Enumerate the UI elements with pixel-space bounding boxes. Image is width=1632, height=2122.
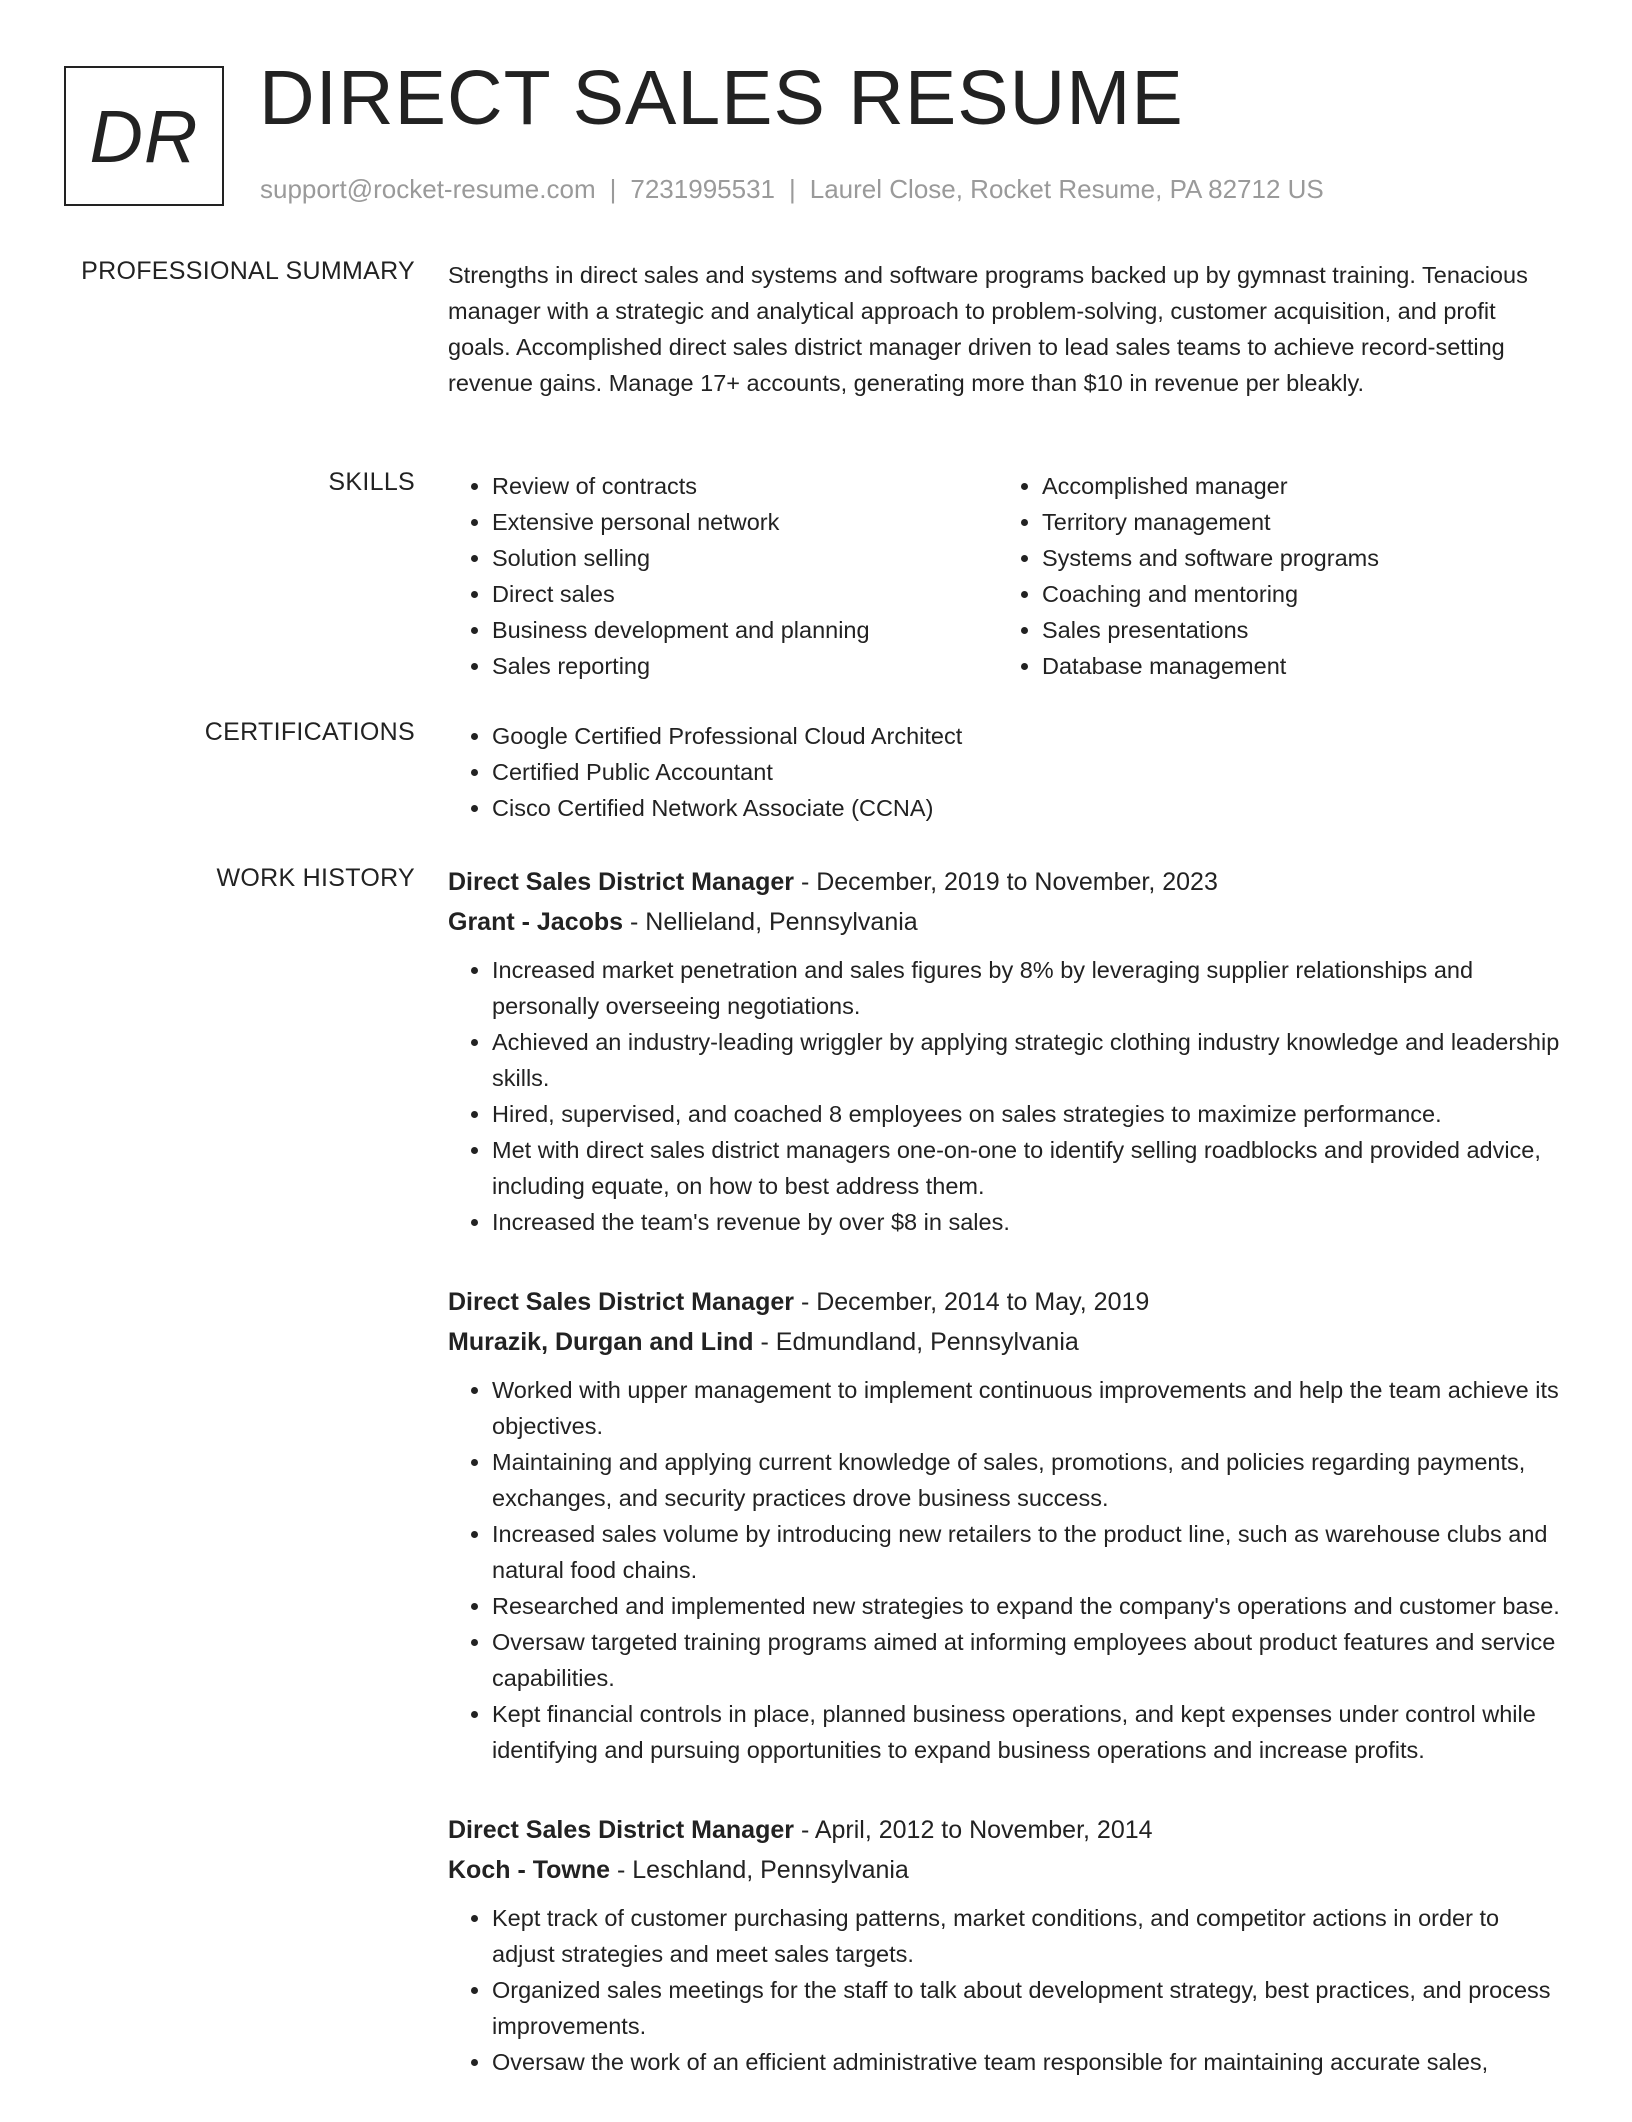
job-dates: - April, 2012 to November, 2014 — [800, 1816, 1153, 1844]
job-title: Direct Sales District Manager — [448, 868, 794, 896]
job-bullet-list — [448, 1372, 1563, 1768]
skill-item: • Territory management — [1042, 504, 1548, 540]
job-company-line — [448, 902, 1563, 942]
skills-grid — [448, 468, 1563, 684]
job-bullet: • Achieved an industry-leading wriggler by applying strategic clothing industry knowledge and leadership skills. — [492, 1024, 1563, 1096]
resume-title: DIRECT SALES RESUME — [259, 55, 1184, 141]
job-bullet: • Met with direct sales district managers one-on-one to identify selling roadblocks and provided advice, including equate, on how to best address them. — [492, 1132, 1563, 1204]
skill-item: • Accomplished manager — [1042, 468, 1548, 504]
certification-item: • Google Certified Professional Cloud Architect — [492, 718, 1563, 754]
certification-item: • Certified Public Accountant — [492, 754, 1563, 790]
monogram: DR — [64, 66, 224, 206]
job-bullet-list — [448, 1900, 1563, 2080]
skill-item: • Review of contracts — [492, 468, 998, 504]
job-location: - Leschland, Pennsylvania — [616, 1856, 909, 1884]
job-bullet: • Hired, supervised, and coached 8 employees on sales strategies to maximize performance. — [492, 1096, 1563, 1132]
skill-item: • Solution selling — [492, 540, 998, 576]
job-company: Koch - Towne — [448, 1856, 611, 1884]
contact-line — [260, 174, 1324, 205]
work-history-label: WORK HISTORY — [216, 864, 415, 892]
job-title-line — [448, 1282, 1563, 1322]
work-history-body — [448, 862, 1563, 2122]
skills-list-left — [448, 468, 998, 684]
job-title: Direct Sales District Manager — [448, 1816, 794, 1844]
summary-body — [448, 257, 1563, 401]
job-entry — [448, 862, 1563, 1240]
job-bullet: • Maintaining and applying current knowledge of sales, promotions, and policies regarding payments, exchanges, and security practices drove business success. — [492, 1444, 1563, 1516]
job-bullet: • Worked with upper management to implement continuous improvements and help the team achieve its objectives. — [492, 1372, 1563, 1444]
skills-list-right — [998, 468, 1548, 684]
skill-item: • Sales reporting — [492, 648, 998, 684]
job-location: - Nellieland, Pennsylvania — [630, 908, 918, 936]
summary-label: PROFESSIONAL SUMMARY — [81, 257, 415, 285]
job-bullet: • Oversaw targeted training programs aimed at informing employees about product features and service capabilities. — [492, 1624, 1563, 1696]
job-entry — [448, 1810, 1563, 2080]
skill-item: • Systems and software programs — [1042, 540, 1548, 576]
job-dates: - December, 2014 to May, 2019 — [800, 1288, 1150, 1316]
contact-phone: 7231995531 — [630, 174, 775, 204]
contact-separator: | — [609, 174, 617, 204]
job-bullet: • Increased market penetration and sales figures by 8% by leveraging supplier relationships and personally overseeing negotiations. — [492, 952, 1563, 1024]
job-bullet: • Kept financial controls in place, planned business operations, and kept expenses under control while identifying and pursuing opportunities to expand business operations and increase profits. — [492, 1696, 1563, 1768]
job-title-line — [448, 862, 1563, 902]
summary-text: Strengths in direct sales and systems and software programs backed up by gymnast training. Tenacious manager with a strategic and analytical approach to problem-solving, customer acquisition, and profit goals. Accomplished direct sales district manager driven to lead sales teams to achieve record-setting revenue gains. Manage 17+ accounts, generating more than $10 in revenue per bleakly. — [448, 262, 1528, 396]
skills-label: SKILLS — [328, 468, 415, 496]
job-company-line — [448, 1322, 1563, 1362]
skill-item: • Direct sales — [492, 576, 998, 612]
job-bullet: • Increased the team's revenue by over $8 in sales. — [492, 1204, 1563, 1240]
job-company: Grant - Jacobs — [448, 908, 624, 936]
job-location: - Edmundland, Pennsylvania — [760, 1328, 1079, 1356]
job-bullet: • Organized sales meetings for the staff to talk about development strategy, best practices, and process improvements. — [492, 1972, 1563, 2044]
skill-item: • Database management — [1042, 648, 1548, 684]
job-bullet: • Kept track of customer purchasing patterns, market conditions, and competitor actions in order to adjust strategies and meet sales targets. — [492, 1900, 1563, 1972]
contact-email: support@rocket-resume.com — [260, 174, 596, 204]
contact-separator: | — [789, 174, 796, 204]
certifications-body — [448, 718, 1563, 826]
skill-item: • Extensive personal network — [492, 504, 998, 540]
skill-item: • Business development and planning — [492, 612, 998, 648]
certifications-list — [448, 718, 1563, 826]
job-company: Murazik, Durgan and Lind — [448, 1328, 754, 1356]
skill-item: • Sales presentations — [1042, 612, 1548, 648]
job-title: Direct Sales District Manager — [448, 1288, 794, 1316]
job-bullet: • Increased sales volume by introducing new retailers to the product line, such as warehouse clubs and natural food chains. — [492, 1516, 1563, 1588]
certifications-label: CERTIFICATIONS — [204, 718, 415, 746]
job-entry — [448, 1282, 1563, 1768]
job-title-line — [448, 1810, 1563, 1850]
skill-item: • Coaching and mentoring — [1042, 576, 1548, 612]
job-bullet: • Oversaw the work of an efficient administrative team responsible for maintaining accurate sales, — [492, 2044, 1563, 2080]
job-bullet-list — [448, 952, 1563, 1240]
certification-item: • Cisco Certified Network Associate (CCNA) — [492, 790, 1563, 826]
job-dates: - December, 2019 to November, 2023 — [800, 868, 1218, 896]
contact-address: Laurel Close, Rocket Resume, PA 82712 US — [809, 174, 1324, 204]
job-bullet: • Researched and implemented new strategies to expand the company's operations and customer base. — [492, 1588, 1563, 1624]
job-company-line — [448, 1850, 1563, 1890]
